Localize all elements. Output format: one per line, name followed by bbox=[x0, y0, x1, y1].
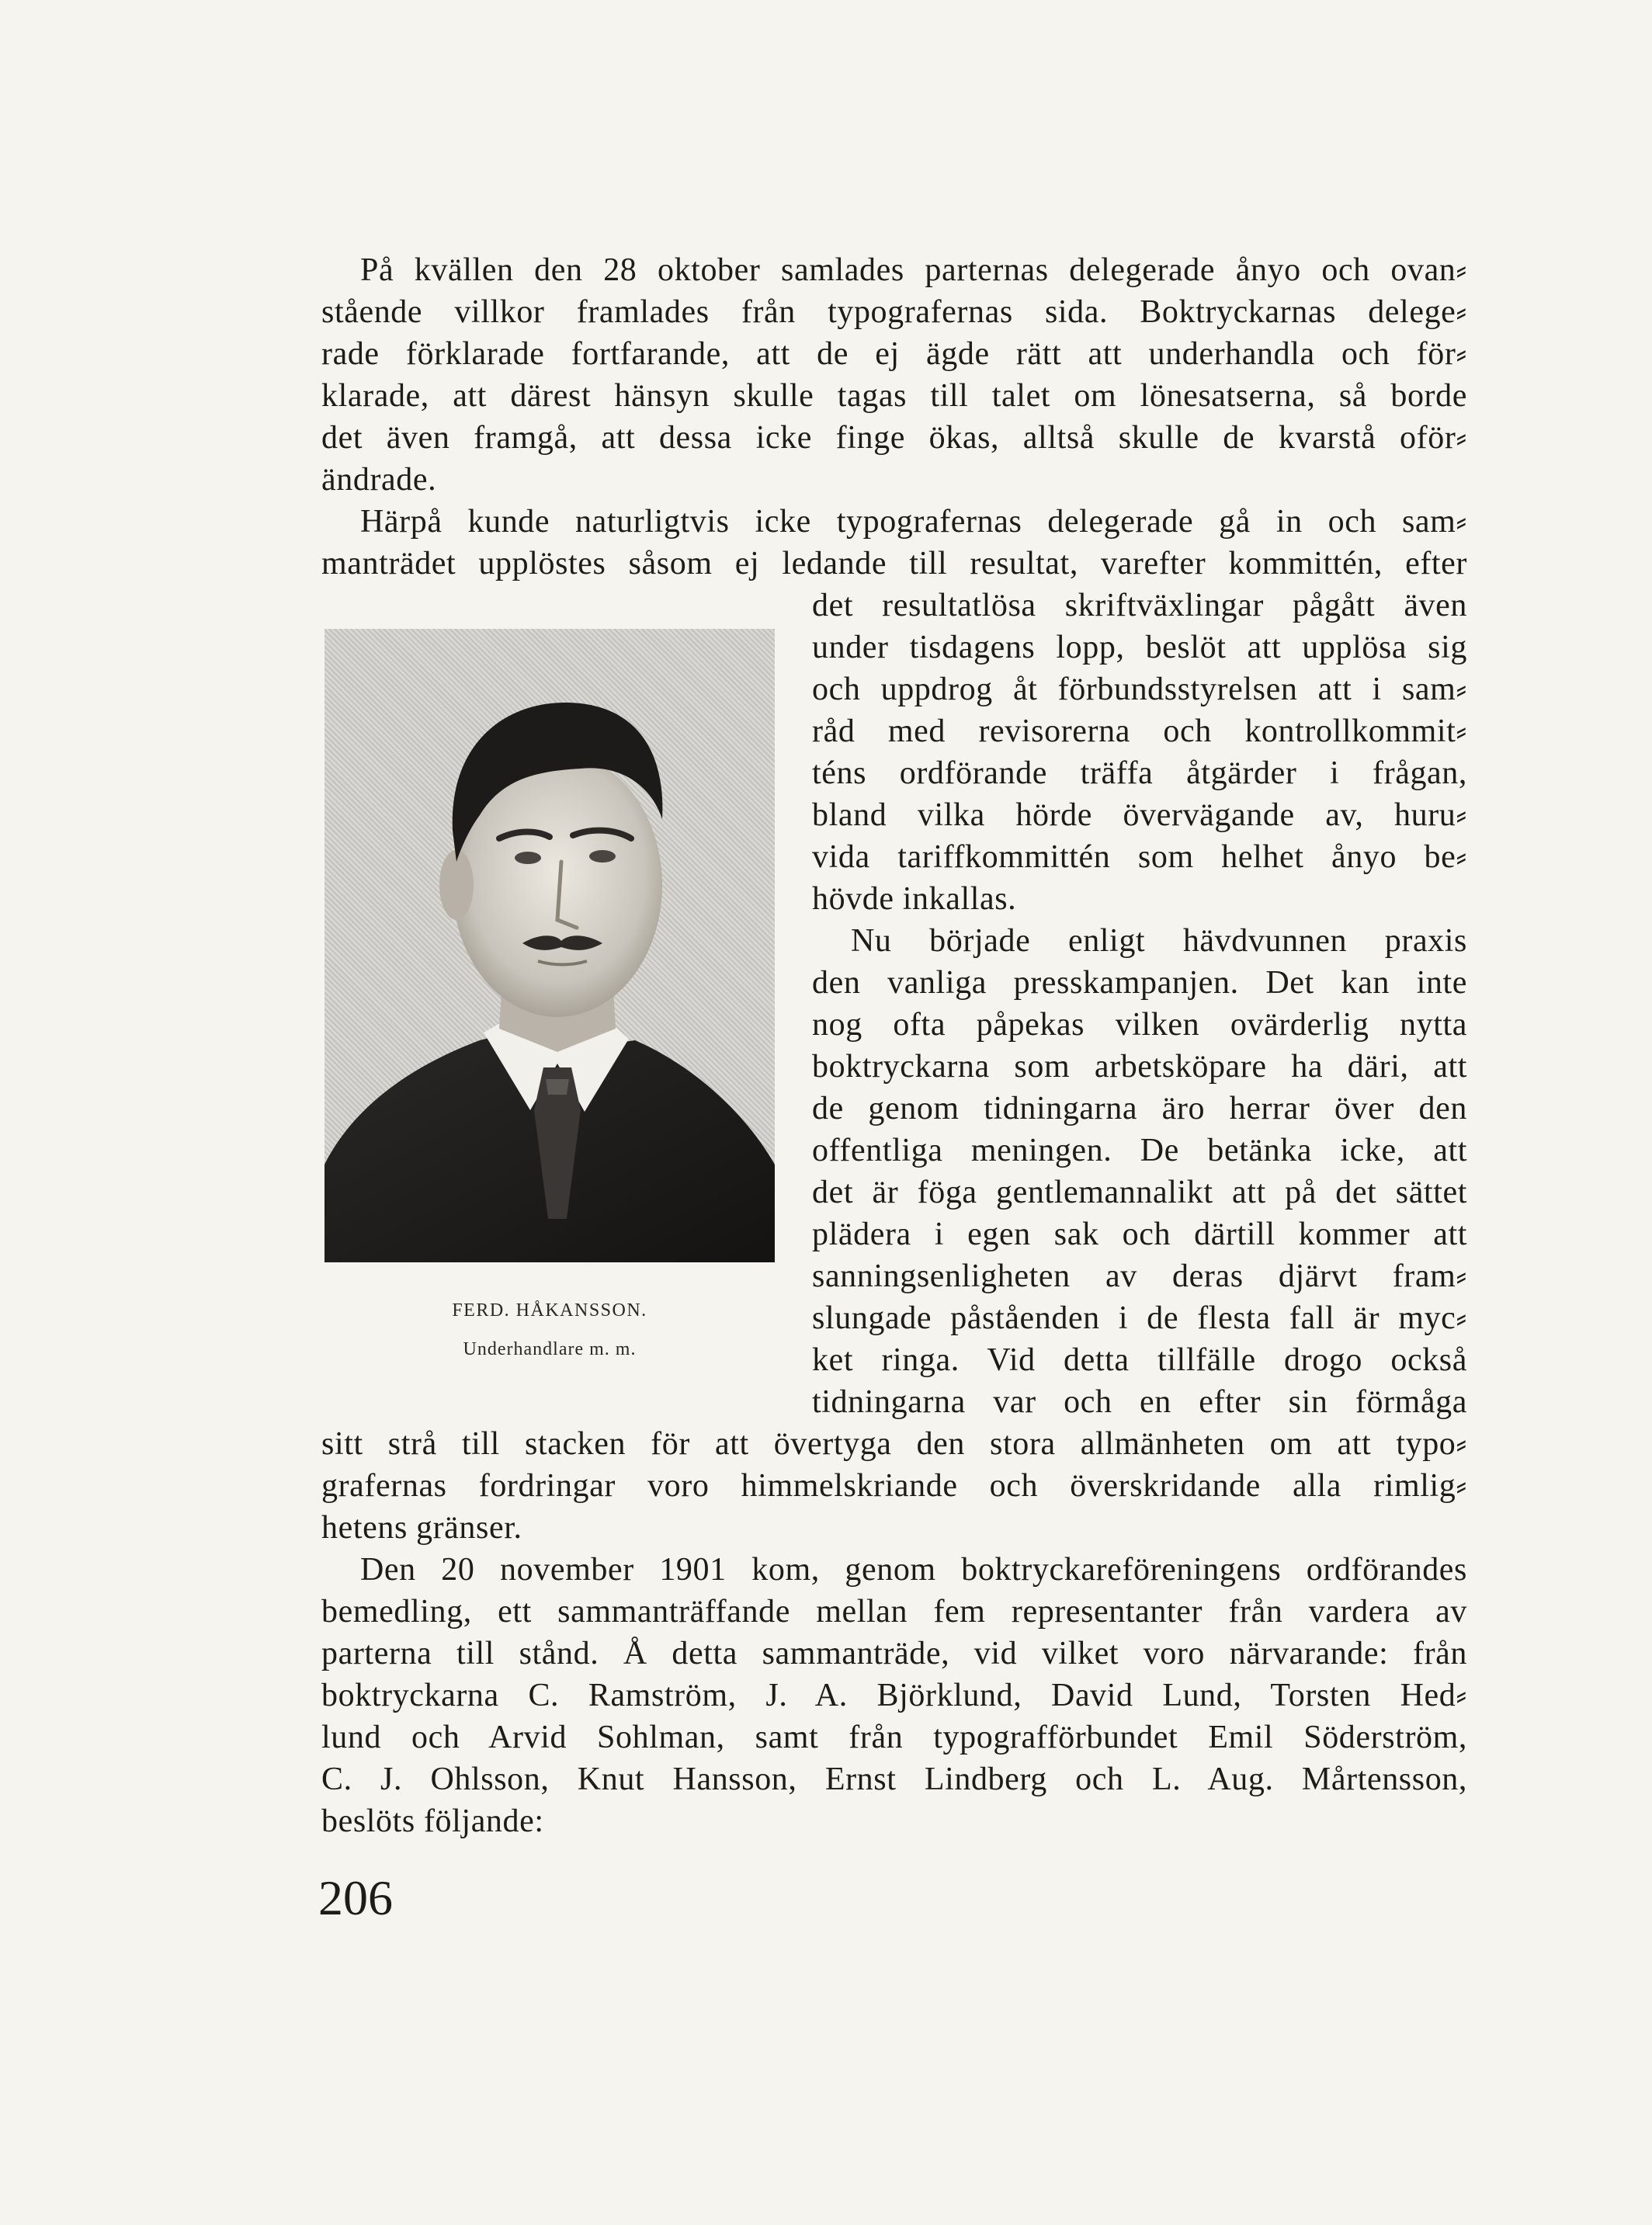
text-line: grafernas fordringar voro himmelskriande och överskridande alla rimlig⸗ bbox=[321, 1468, 1467, 1504]
text-line: under tisdagens lopp, beslöt att upplösa sig bbox=[812, 630, 1467, 665]
portrait-photo bbox=[324, 629, 775, 1262]
text-line: offentliga meningen. De betänka icke, att bbox=[812, 1133, 1467, 1168]
text-line: Härpå kunde naturligtvis icke typografernas delegerade gå in och sam⸗ bbox=[360, 504, 1467, 540]
text-line: boktryckarna C. Ramström, J. A. Björklund, David Lund, Torsten Hed⸗ bbox=[321, 1678, 1467, 1713]
page-number: 206 bbox=[318, 1870, 393, 1925]
text-line: manträdet upplöstes såsom ej ledande till resultat, varefter kommittén, efter bbox=[321, 546, 1467, 581]
text-line: ket ringa. Vid detta tillfälle drogo också bbox=[812, 1342, 1467, 1378]
text-line: hövde inkallas. bbox=[812, 881, 1017, 917]
text-line: tidningarna var och en efter sin förmåga bbox=[812, 1384, 1467, 1420]
text-line: lund och Arvid Sohlman, samt från typografförbundet Emil Söderström, bbox=[321, 1720, 1467, 1755]
text-line: På kvällen den 28 oktober samlades parternas delegerade ånyo och ovan⸗ bbox=[360, 252, 1467, 288]
text-line: vida tariffkommittén som helhet ånyo be⸗ bbox=[812, 839, 1467, 875]
text-line: det även framgå, att dessa icke finge ökas, alltså skulle de kvarstå oför⸗ bbox=[321, 420, 1467, 456]
text-line: det resultatlösa skriftväxlingar pågått även bbox=[812, 588, 1467, 623]
text-line: hetens gränser. bbox=[321, 1510, 522, 1546]
text-line: sitt strå till stacken för att övertyga den stora allmänheten om att typo⸗ bbox=[321, 1426, 1467, 1462]
text-line: boktryckarna som arbetsköpare ha däri, att bbox=[812, 1049, 1467, 1085]
text-line: nog ofta påpekas vilken ovärderlig nytta bbox=[812, 1007, 1467, 1043]
photo-caption-name: FERD. HÅKANSSON. bbox=[452, 1300, 647, 1321]
text-line: den vanliga presskampanjen. Det kan inte bbox=[812, 965, 1467, 1001]
text-line: beslöts följande: bbox=[321, 1803, 544, 1839]
text-line: plädera i egen sak och därtill kommer att bbox=[812, 1217, 1467, 1252]
text-line: parterna till stånd. Å detta sammanträde, vid vilket voro närvarande: från bbox=[321, 1636, 1467, 1671]
text-line: C. J. Ohlsson, Knut Hansson, Ernst Lindberg och L. Aug. Mårtensson, bbox=[321, 1762, 1467, 1797]
text-line: Nu började enligt hävdvunnen praxis bbox=[851, 923, 1467, 959]
text-line: slungade påståenden i de flesta fall är myc⸗ bbox=[812, 1300, 1467, 1336]
text-line: klarade, att därest hänsyn skulle tagas till talet om lönesatserna, så borde bbox=[321, 378, 1467, 414]
text-line: bland vilka hörde övervägande av, huru⸗ bbox=[812, 797, 1467, 833]
text-line: bemedling, ett sammanträffande mellan fem representanter från vardera av bbox=[321, 1594, 1467, 1630]
text-line: stående villkor framlades från typografernas sida. Boktryckarnas delege⸗ bbox=[321, 294, 1467, 330]
text-line: ändrade. bbox=[321, 462, 437, 498]
text-line: och uppdrog åt förbundsstyrelsen att i sam⸗ bbox=[812, 672, 1467, 707]
text-line: de genom tidningarna äro herrar över den bbox=[812, 1091, 1467, 1126]
text-line: téns ordförande träffa åtgärder i frågan, bbox=[812, 755, 1467, 791]
text-line: det är föga gentlemannalikt att på det sättet bbox=[812, 1175, 1467, 1210]
text-line: råd med revisorerna och kontrollkommit⸗ bbox=[812, 713, 1467, 749]
text-line: sanningsenligheten av deras djärvt fram⸗ bbox=[812, 1258, 1467, 1294]
text-line: rade förklarade fortfarande, att de ej ägde rätt att underhandla och för⸗ bbox=[321, 336, 1467, 372]
text-line: Den 20 november 1901 kom, genom boktryckareföreningens ordförandes bbox=[360, 1552, 1467, 1588]
photo-caption-title: Underhandlare m. m. bbox=[463, 1339, 637, 1359]
